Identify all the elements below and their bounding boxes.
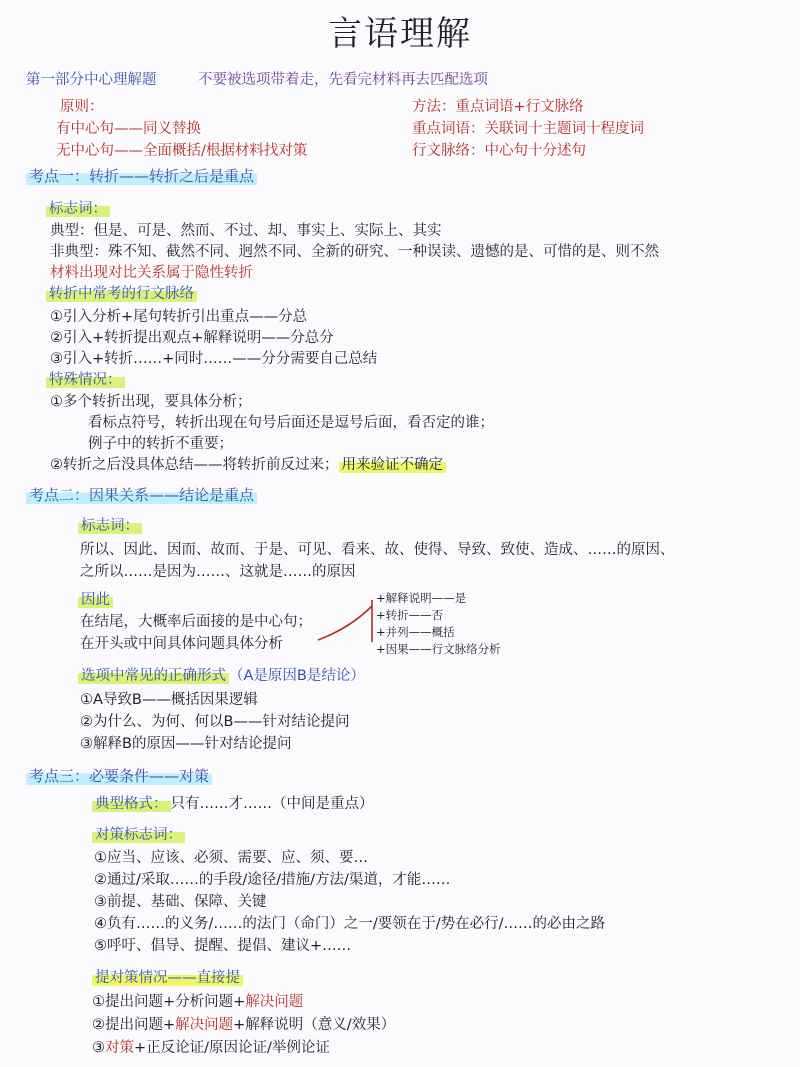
kp1-context-3: ③引入+转折……+同时……——分分需要自己总结 [50,351,378,367]
kp1-context-label: 转折中常考的行文脉络 [46,286,197,302]
kp2-marker-label: 标志词： [78,518,142,534]
kp1-special-1: ①多个转折出现，要具体分析； [50,394,252,410]
kp1-special-2-highlight: 用来验证不确定 [339,457,447,473]
method-1: 方法：重点词语+行文脉络 [412,99,584,115]
kp2-correct-label: 选项中常见的正确形式 [78,668,229,684]
kp3-marker-3: ③前提、基础、保障、关键 [94,894,267,910]
kp1-context-2: ②引入+转折提出观点+解释说明——分总分 [50,330,334,346]
principle-2: 无中心句——全面概括/根据材料找对策 [56,143,308,159]
kp3-propose-3a: ③ [92,1040,105,1056]
kp1-special-label: 特殊情况： [46,372,125,388]
kp2-yinci-label: 因此 [78,592,113,608]
kp2-markers-1: 所以、因此、因而、故而、于是、可见、看来、故、使得、导致、致使、造成、……的原因、 [80,542,675,558]
kp2-correct-3: ③解释B的原因——针对结论提问 [80,736,292,752]
kp1-implicit: 材料出现对比关系属于隐性转折 [50,265,253,281]
kp1-context-1: ①引入分析+尾句转折引出重点——分总 [50,309,308,325]
principle-label: 原则： [60,99,104,115]
kp3-propose-2a: ②提出问题+ [92,1017,176,1033]
kp3-marker-5: ⑤呼吁、倡导、提醒、提倡、建议+…… [94,938,352,954]
kp3-propose-3b: 对策 [105,1040,134,1056]
kp3-marker-1: ①应当、应该、必须、需要、应、须、要… [94,850,368,866]
kp1-marker-label: 标志词： [46,201,110,217]
kp3-marker-label: 对策标志词： [92,827,185,843]
kp2-yinci-1: 在结尾，大概率后面接的是中心句； [80,614,312,630]
kp3-format-value: 只有……才……（中间是重点） [170,796,374,812]
kp3-marker-4: ④负有……的义务/……的法门（命门）之一/要领在于/势在必行/……的必由之路 [94,916,606,932]
kp3-propose-3c: +正反论证/原因论证/举例论证 [134,1040,330,1056]
kp1-typical: 典型：但是、可是、然而、不过、却、事实上、实际上、其实 [50,223,442,239]
kp1-atypical: 非典型：殊不知、截然不同、迥然不同、全新的研究、一种误读、遗憾的是、可惜的是、则不然 [50,244,659,260]
principle-1: 有中心句——同义替换 [56,121,201,137]
kp2-markers-2: 之所以……是因为……、这就是……的原因 [80,564,356,580]
page-title: 言语理解 [328,14,472,54]
part1-heading: 第一部分中心理解题 [26,72,157,88]
kp1-special-1a: 看标点符号，转折出现在句号后面还是逗号后面，看否定的谁； [88,415,494,431]
part1-hint: 不要被选项带着走，先看完材料再去匹配选项 [198,72,488,88]
kp2-correct-2: ②为什么、为何、何以B——针对结论提问 [80,714,350,730]
kp3-format-label: 典型格式： [92,796,171,812]
kp2-yinci-2: 在开头或中间具体问题具体分析 [80,636,283,652]
branch-2: +转折——否 [376,608,444,622]
kp1-heading: 考点一：转折——转折之后是重点 [26,167,257,185]
kp3-propose-label: 提对策情况——直接提 [92,970,243,986]
kp3-marker-2: ②通过/采取……的手段/途径/措施/方法/渠道，才能…… [94,872,451,888]
branch-1: +解释说明——是 [376,591,467,605]
method-3: 行文脉络：中心句十分述句 [412,143,586,159]
kp1-special-1b: 例子中的转折不重要； [88,436,233,452]
kp3-propose-1b: 解决问题 [245,994,304,1010]
branch-4: +因果——行文脉络分析 [376,642,501,656]
kp2-heading: 考点二：因果关系——结论是重点 [26,486,257,504]
kp3-propose-1a: ①提出问题+分析问题+ [92,994,246,1010]
branch-3: +并列——概括 [376,625,455,639]
kp3-heading: 考点三：必要条件——对策 [26,767,212,785]
kp3-propose-2c: +解释说明（意义/效果） [233,1017,396,1033]
kp1-special-2: ②转折之后没具体总结——将转折前反过来； [50,457,339,473]
method-2: 重点词语：关联词十主题词十程度词 [412,121,644,137]
kp3-propose-2b: 解决问题 [175,1017,234,1033]
kp2-correct-note: （A是原因B是结论） [229,668,365,684]
kp2-correct-1: ①A导致B——概括因果逻辑 [80,692,258,708]
